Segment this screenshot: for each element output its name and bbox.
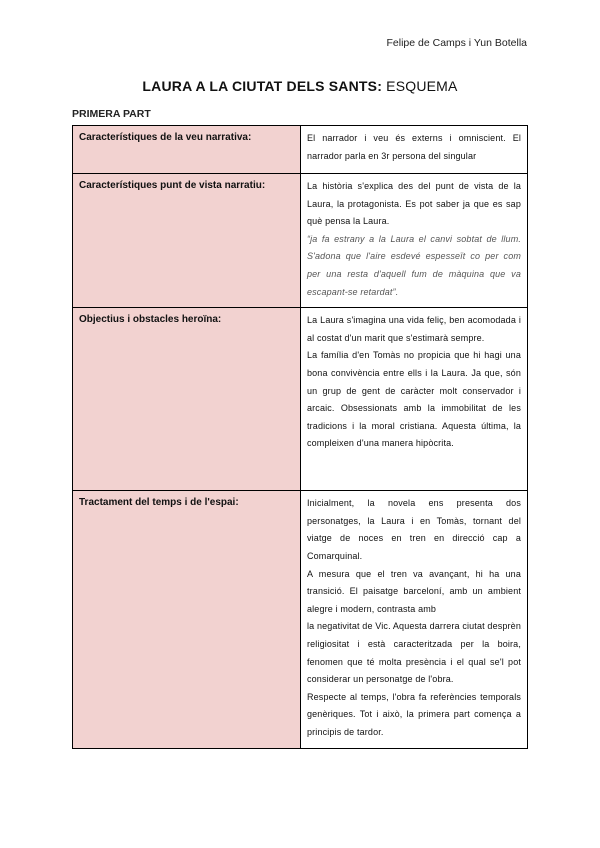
document-title [0,78,600,94]
row-content [301,126,528,174]
table-row [73,491,528,749]
paragraph: La història s'explica des del punt de vista de la Laura, la protagonista. Es pot saber ja que es sap què pensa la Laura. [307,181,521,227]
author-name: Felipe de Camps i Yun Botella [386,37,527,49]
paragraph: La família d'en Tomàs no propicia que hi hagi una bona convivència entre ells i la Laura. Ja que, són un grup de gent de caràcter molt conservador i arcaic. Obsessionats amb la immobilitat de les tradicions i la moral cristiana. Aquesta última, la compleixen d'una manera hipòcrita. [307,350,521,449]
table-row [73,174,528,308]
paragraph: la negativitat de Vic. Aquesta darrera ciutat desprèn religiositat i està caracteritzada per la boira, fenomen que té molta presència i el qual se'l pot considerar un personatge de l'obra. [307,621,521,685]
row-label: Característiques punt de vista narratiu: [73,174,301,308]
paragraph: La Laura s'imagina una vida feliç, ben acomodada i al costat d'un marit que s'estimarà sempre. [307,315,521,343]
scheme-table [72,125,528,749]
paragraph: El narrador i veu és externs i omniscient. El narrador parla en 3r persona del singular [307,133,521,161]
row-label: Tractament del temps i de l'espai: [73,491,301,749]
quote-paragraph: “ja fa estrany a la Laura el canvi sobtat de llum. S'adona que l'aire esdevé espesseït co per com per una resta d'aquell fum de màquina que va escapant-se retardat”. [307,233,521,297]
row-content [301,174,528,308]
title-subtitle: ESQUEMA [386,78,458,94]
paragraph: A mesura que el tren va avançant, hi ha una transició. El paisatge barceloní, amb un ambient alegre i modern, contrasta amb [307,568,521,614]
title-main: LAURA A LA CIUTAT DELS SANTS: [142,78,383,94]
paragraph: Inicialment, la novela ens presenta dos personatges, la Laura i en Tomàs, tornant del viatge de noces en tren en direcció cap a Comarquinal. [307,498,521,561]
row-content [301,491,528,749]
row-label: Objectius i obstacles heroïna: [73,308,301,491]
row-content [301,308,528,491]
section-heading: PRIMERA PART [72,108,151,120]
row-label: Característiques de la veu narrativa: [73,126,301,174]
paragraph: Respecte al temps, l'obra fa referències temporals genèriques. Tot i això, la primera part comença a principis de tardor. [307,691,521,737]
table-row [73,308,528,491]
table-row [73,126,528,174]
